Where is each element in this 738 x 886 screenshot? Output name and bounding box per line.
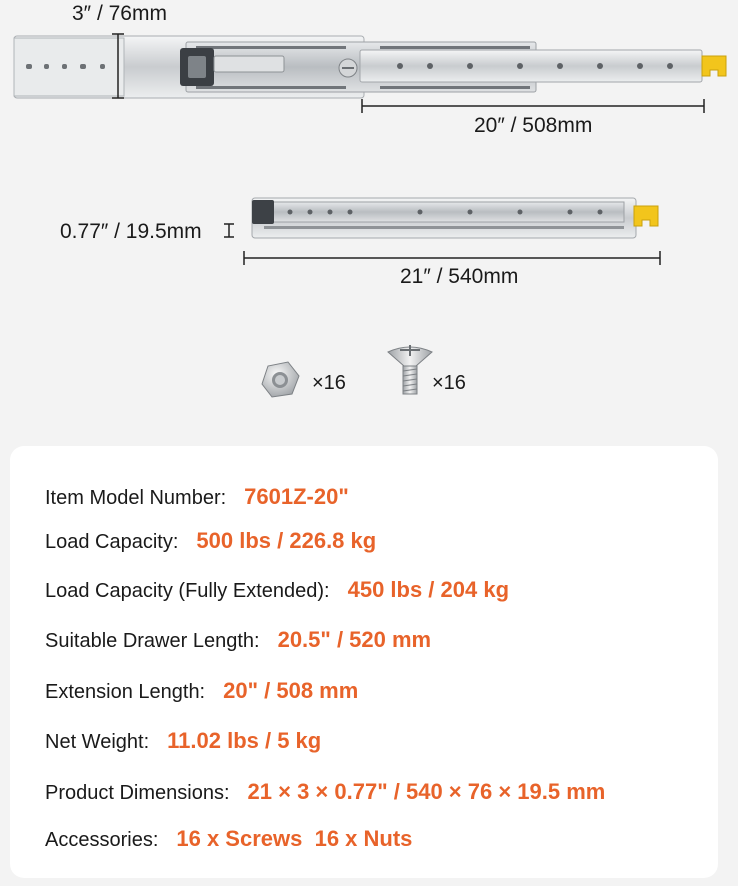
spec-value: 16 x Screws 16 x Nuts (176, 826, 413, 851)
spec-load-capacity (45, 528, 376, 554)
spec-label: Item Model Number: (45, 487, 227, 509)
spec-label: Accessories: (45, 829, 159, 851)
spec-value: 20.5" / 520 mm (277, 627, 432, 652)
screw-count: ×16 (432, 372, 466, 394)
spec-value: 450 lbs / 204 kg (347, 577, 510, 602)
countersunk-screw-icon (388, 345, 432, 394)
spec-label: Product Dimensions: (45, 782, 230, 804)
spec-product-dimensions (45, 779, 605, 805)
spec-net-weight (45, 728, 321, 754)
spec-label: Load Capacity: (45, 531, 179, 553)
spec-value: 11.02 lbs / 5 kg (167, 728, 322, 753)
nut-count: ×16 (312, 372, 346, 394)
spec-drawer-length (45, 627, 431, 653)
spec-load-capacity-extended (45, 577, 509, 603)
specifications-card (10, 446, 718, 878)
spec-label: Suitable Drawer Length: (45, 630, 260, 652)
closed-slide-image (252, 198, 658, 238)
spec-value: 500 lbs / 226.8 kg (196, 528, 377, 553)
spec-label: Load Capacity (Fully Extended): (45, 580, 330, 602)
length-dimension-label: 21″ / 540mm (400, 265, 519, 288)
spec-label: Net Weight: (45, 731, 150, 753)
spec-label: Extension Length: (45, 681, 206, 703)
spec-value: 7601Z-20" (244, 484, 349, 509)
spec-value: 20" / 508 mm (223, 678, 359, 703)
extended-slide-image (14, 36, 726, 98)
spec-accessories (45, 826, 412, 852)
thickness-dimension-label: 0.77″ / 19.5mm (60, 220, 202, 243)
extension-dimension-label: 20″ / 508mm (474, 114, 593, 137)
spec-value: 21 × 3 × 0.77" / 540 × 76 × 19.5 mm (247, 779, 606, 804)
spec-model-number (45, 484, 349, 510)
hex-nut-icon (262, 362, 299, 397)
height-dimension-label: 3″ / 76mm (72, 2, 167, 25)
spec-extension-length (45, 678, 358, 704)
